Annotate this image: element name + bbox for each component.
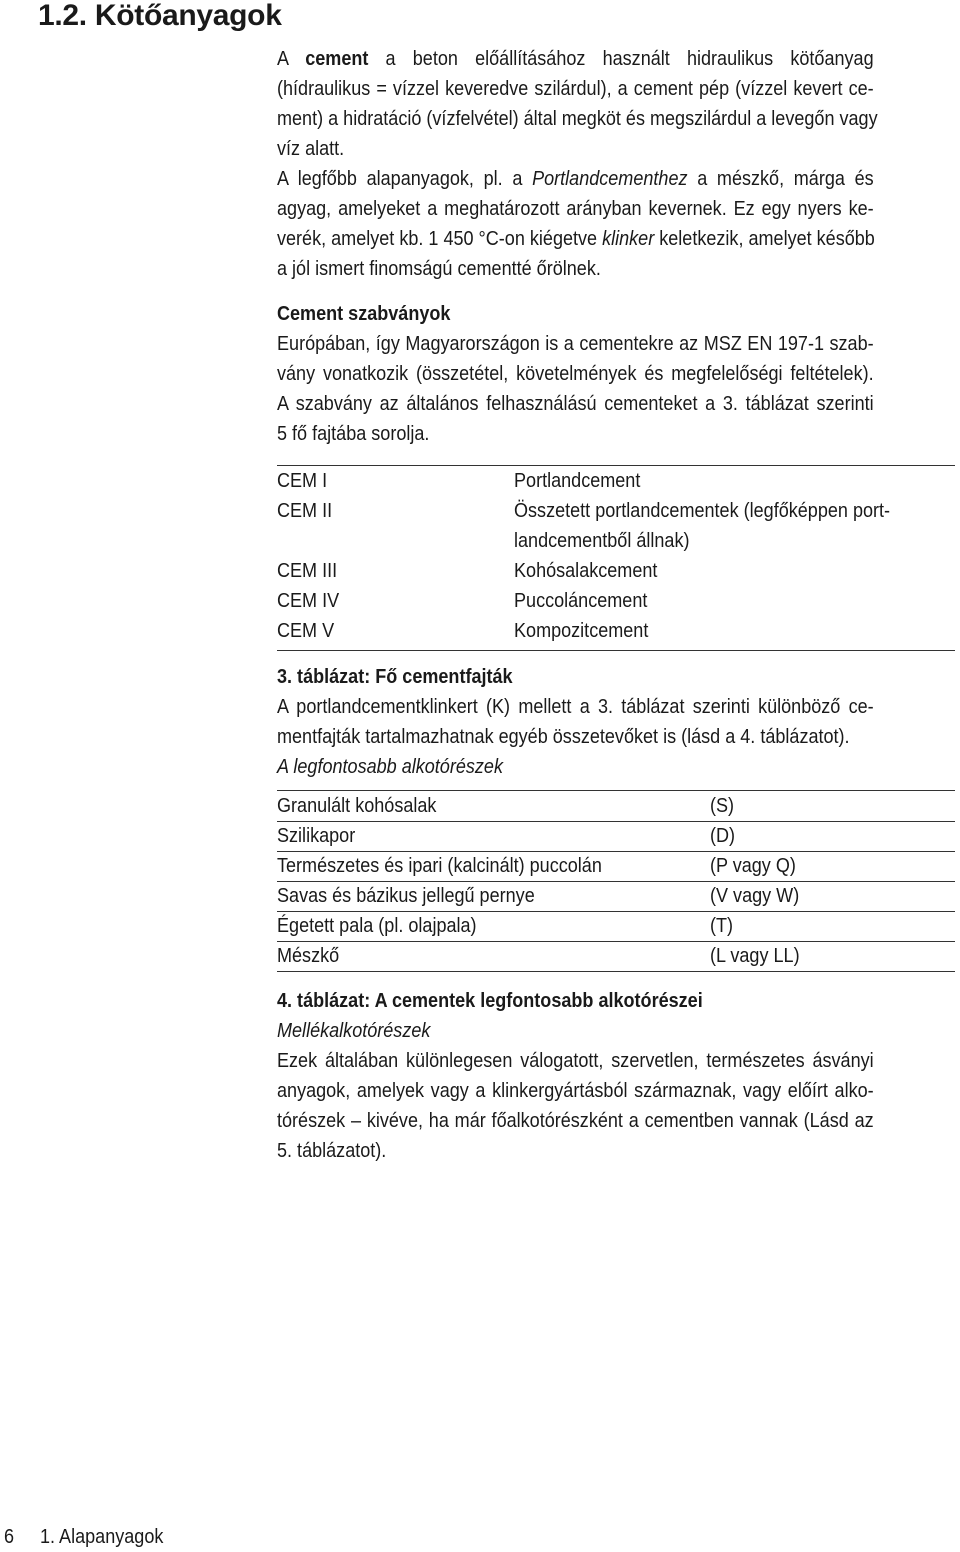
intro-line: A legfőbb alapanyagok, pl. a Portlandcementhez a mészkő, márga és <box>277 167 874 190</box>
constituent-code: (P vagy Q) <box>710 854 796 877</box>
minor-line: tórészek – kivéve, ha már főalkotórészként a cementben vannak (Lásd az <box>277 1109 874 1132</box>
standards-line: Európában, így Magyarországon is a cementekre az MSZ EN 197-1 szab- <box>277 332 874 355</box>
constituent-code: (S) <box>710 794 735 817</box>
standards-line: 5 fő fajtába sorolja. <box>277 422 430 445</box>
constituent-name: Mészkő <box>277 944 340 967</box>
chapter-footer: 1. Alapanyagok <box>40 1525 164 1548</box>
cement-code: CEM IV <box>277 589 340 612</box>
constituent-name: Szilikapor <box>277 824 356 847</box>
table-row <box>277 941 955 972</box>
intro-line: (hídraulikus = vízzel keveredve szilárdul), a cement pép (vízzel kevert ce- <box>277 77 874 100</box>
cement-name: Kohósalakcement <box>514 559 658 582</box>
intro-line: a jól ismert finomságú cementté őrölnek. <box>277 257 601 280</box>
table-row <box>277 821 955 852</box>
table-row <box>277 791 955 822</box>
cement-name-continued: landcementből állnak) <box>514 529 690 552</box>
cement-code: CEM V <box>277 619 335 642</box>
constituent-name: Granulált kohósalak <box>277 794 437 817</box>
constituent-code: (L vagy LL) <box>710 944 800 967</box>
intro-line: víz alatt. <box>277 137 345 160</box>
portlandcement-term: Portlandcementhez <box>532 167 688 190</box>
intro-paragraph <box>277 44 878 284</box>
clinker-line: mentfajták tartalmazhatnak egyéb összetevőket is (lásd a 4. táblázatot). <box>277 725 850 748</box>
constituent-code: (D) <box>710 824 736 847</box>
cement-code: CEM III <box>277 559 338 582</box>
constituent-code: (V vagy W) <box>710 884 800 907</box>
table-row <box>277 881 955 912</box>
constituent-code: (T) <box>710 914 734 937</box>
cement-code: CEM II <box>277 499 333 522</box>
table-row <box>277 911 955 942</box>
table4-caption: 4. táblázat: A cementek legfontosabb alkotórészei <box>277 989 703 1012</box>
constituent-name: Savas és bázikus jellegű pernye <box>277 884 535 907</box>
cement-term: cement <box>305 47 369 70</box>
cement-name: Összetett portlandcementek (legfőképpen port- <box>514 499 891 522</box>
page-number: 6 <box>4 1525 15 1548</box>
table-row <box>277 851 955 882</box>
constituent-name: Természetes és ipari (kalcinált) puccolán <box>277 854 602 877</box>
standards-line: vány vonatkozik (összetétel, követelmények és megfelelőségi feltételek). <box>277 362 874 385</box>
intro-line: verék, amelyet kb. 1 450 °C-on kiégetve klinker keletkezik, amelyet később <box>277 227 875 250</box>
minor-line: 5. táblázatot). <box>277 1139 387 1162</box>
minor-line: Ezek általában különlegesen válogatott, szervetlen, természetes ásványi <box>277 1049 874 1072</box>
klinker-term: klinker <box>602 227 655 250</box>
main-constituents-subheading: A legfontosabb alkotórészek <box>277 755 503 778</box>
table3-caption: 3. táblázat: Fő cementfajták <box>277 665 513 688</box>
minor-constituents-subheading: Mellékalkotórészek <box>277 1019 431 1042</box>
cement-name: Puccoláncement <box>514 589 648 612</box>
clinker-section <box>277 662 874 782</box>
cement-name: Kompozitcement <box>514 619 649 642</box>
minor-constituents-section <box>277 986 874 1166</box>
constituent-name: Égetett pala (pl. olajpala) <box>277 914 477 937</box>
intro-line: ment) a hidratáció (vízfelvétel) által megköt és megszilárdul a levegőn vagy <box>277 107 878 130</box>
standards-section <box>277 299 874 449</box>
minor-line: anyagok, amelyek vagy a klinkergyártásból származnak, vagy előírt alko- <box>277 1079 874 1102</box>
standards-title: Cement szabványok <box>277 302 451 325</box>
section-heading: 1.2. Kötőanyagok <box>38 0 282 32</box>
intro-line: agyag, amelyeket a meghatározott arányban kevernek. Ez egy nyers ke- <box>277 197 874 220</box>
intro-line: A cement a beton előállításához használt hidraulikus kötőanyag <box>277 47 874 70</box>
cement-code: CEM I <box>277 469 328 492</box>
cement-types-table <box>277 465 955 651</box>
clinker-line: A portlandcementklinkert (K) mellett a 3. táblázat szerinti különböző ce- <box>277 695 874 718</box>
constituents-table <box>277 790 955 971</box>
standards-line: A szabvány az általános felhasználású cementeket a 3. táblázat szerinti <box>277 392 874 415</box>
cement-name: Portlandcement <box>514 469 641 492</box>
